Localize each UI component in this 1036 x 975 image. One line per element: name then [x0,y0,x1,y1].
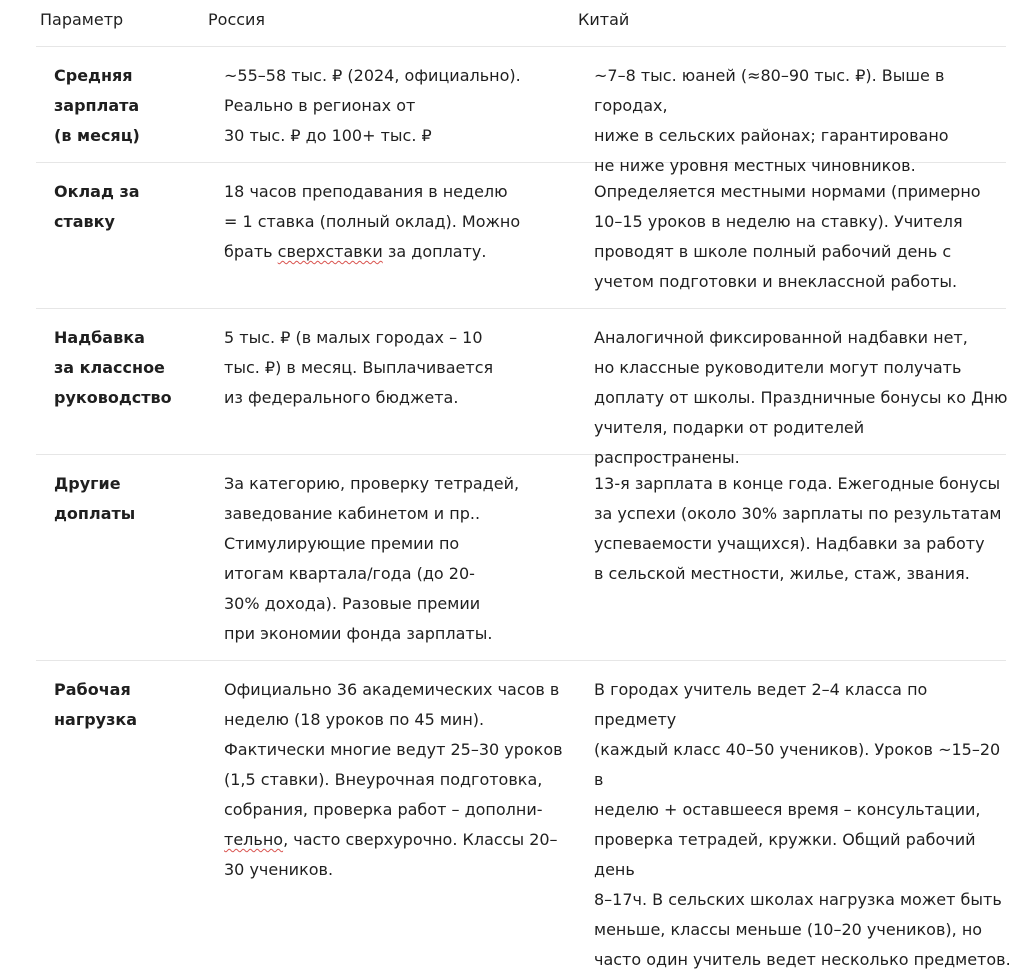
header-param: Параметр [40,10,124,29]
row-russia: За категорию, проверку тетрадей, заведование кабинетом и пр.. Стимулирующие премии по итогам квартала/года (до 20- 30% дохода). Разовые премии при экономии фонда зарплаты. [224,474,520,643]
row-param: Другие доплаты [54,474,136,523]
table-row-salary [36,47,1006,175]
spellcheck-mark: тельно [224,830,284,849]
row-param: Средняя зарплата (в месяц) [54,66,140,145]
spellcheck-mark: сверхставки [277,242,383,261]
row-china: Определяется местными нормами (примерно 10–15 уроков в неделю на ставку). Учителя проводят в школе полный рабочий день с учетом подготовки и внеклассной работы. [594,182,981,291]
row-china: 13-я зарплата в конце года. Ежегодные бонусы за успехи (около 30% зарплаты по результатам успеваемости учащихся). Надбавки за работу в сельской местности, жилье, стаж, звания. [594,474,1002,583]
header-china: Китай [578,10,630,29]
row-param: Оклад за ставку [54,182,140,231]
table-row-class-bonus [36,309,1008,467]
text-part: Официально 36 академических часов в неделю (18 уроков по 45 мин). Фактически многие ведут 25–30 уроков (1,5 ставки). Внеурочная подготовка, собрания, проверка работ – дополни- [224,680,563,819]
row-russia: ~55–58 тыс. ₽ (2024, официально). Реально в регионах от 30 тыс. ₽ до 100+ тыс. ₽ [224,66,521,145]
text-part: 18 часов преподавания в неделю = 1 ставка (полный оклад). Можно брать [224,182,521,261]
text-part: за доплату. [382,242,487,261]
table-row-rate [36,163,1006,309]
table-row-other-payments [36,455,1006,661]
row-russia [224,177,564,267]
header-russia: Россия [208,10,266,29]
row-russia: 5 тыс. ₽ (в малых городах – 10 тыс. ₽) в месяц. Выплачивается из федерального бюджета. [224,328,494,407]
table-header [36,0,1006,47]
row-russia [224,675,564,885]
row-param: Надбавка за классное руководство [54,328,172,407]
row-china: ~7–8 тыс. юаней (≈80–90 тыс. ₽). Выше в городах, ниже в сельских районах; гарантировано не ниже уровня местных чиновников. [594,66,949,175]
table-row-workload [36,661,1011,969]
row-param: Рабочая нагрузка [54,680,138,729]
row-china: Аналогичной фиксированной надбавки нет, но классные руководители могут получать доплату от школы. Праздничные бонусы ко Дню учителя, подарки от родителей распространены. [594,328,1008,467]
text-part: , часто сверхурочно. Классы 20– 30 учеников. [224,830,558,879]
row-china: В городах учитель ведет 2–4 класса по предмету (каждый класс 40–50 учеников). Уроков ~15–20 в неделю + оставшееся время – консультации, проверка тетрадей, кружки. Общий рабочий день 8–17ч. В сельских школах нагрузка может быть меньше, классы меньше (10–20 учеников), но часто один учитель ведет несколько предметов. [594,680,1011,969]
